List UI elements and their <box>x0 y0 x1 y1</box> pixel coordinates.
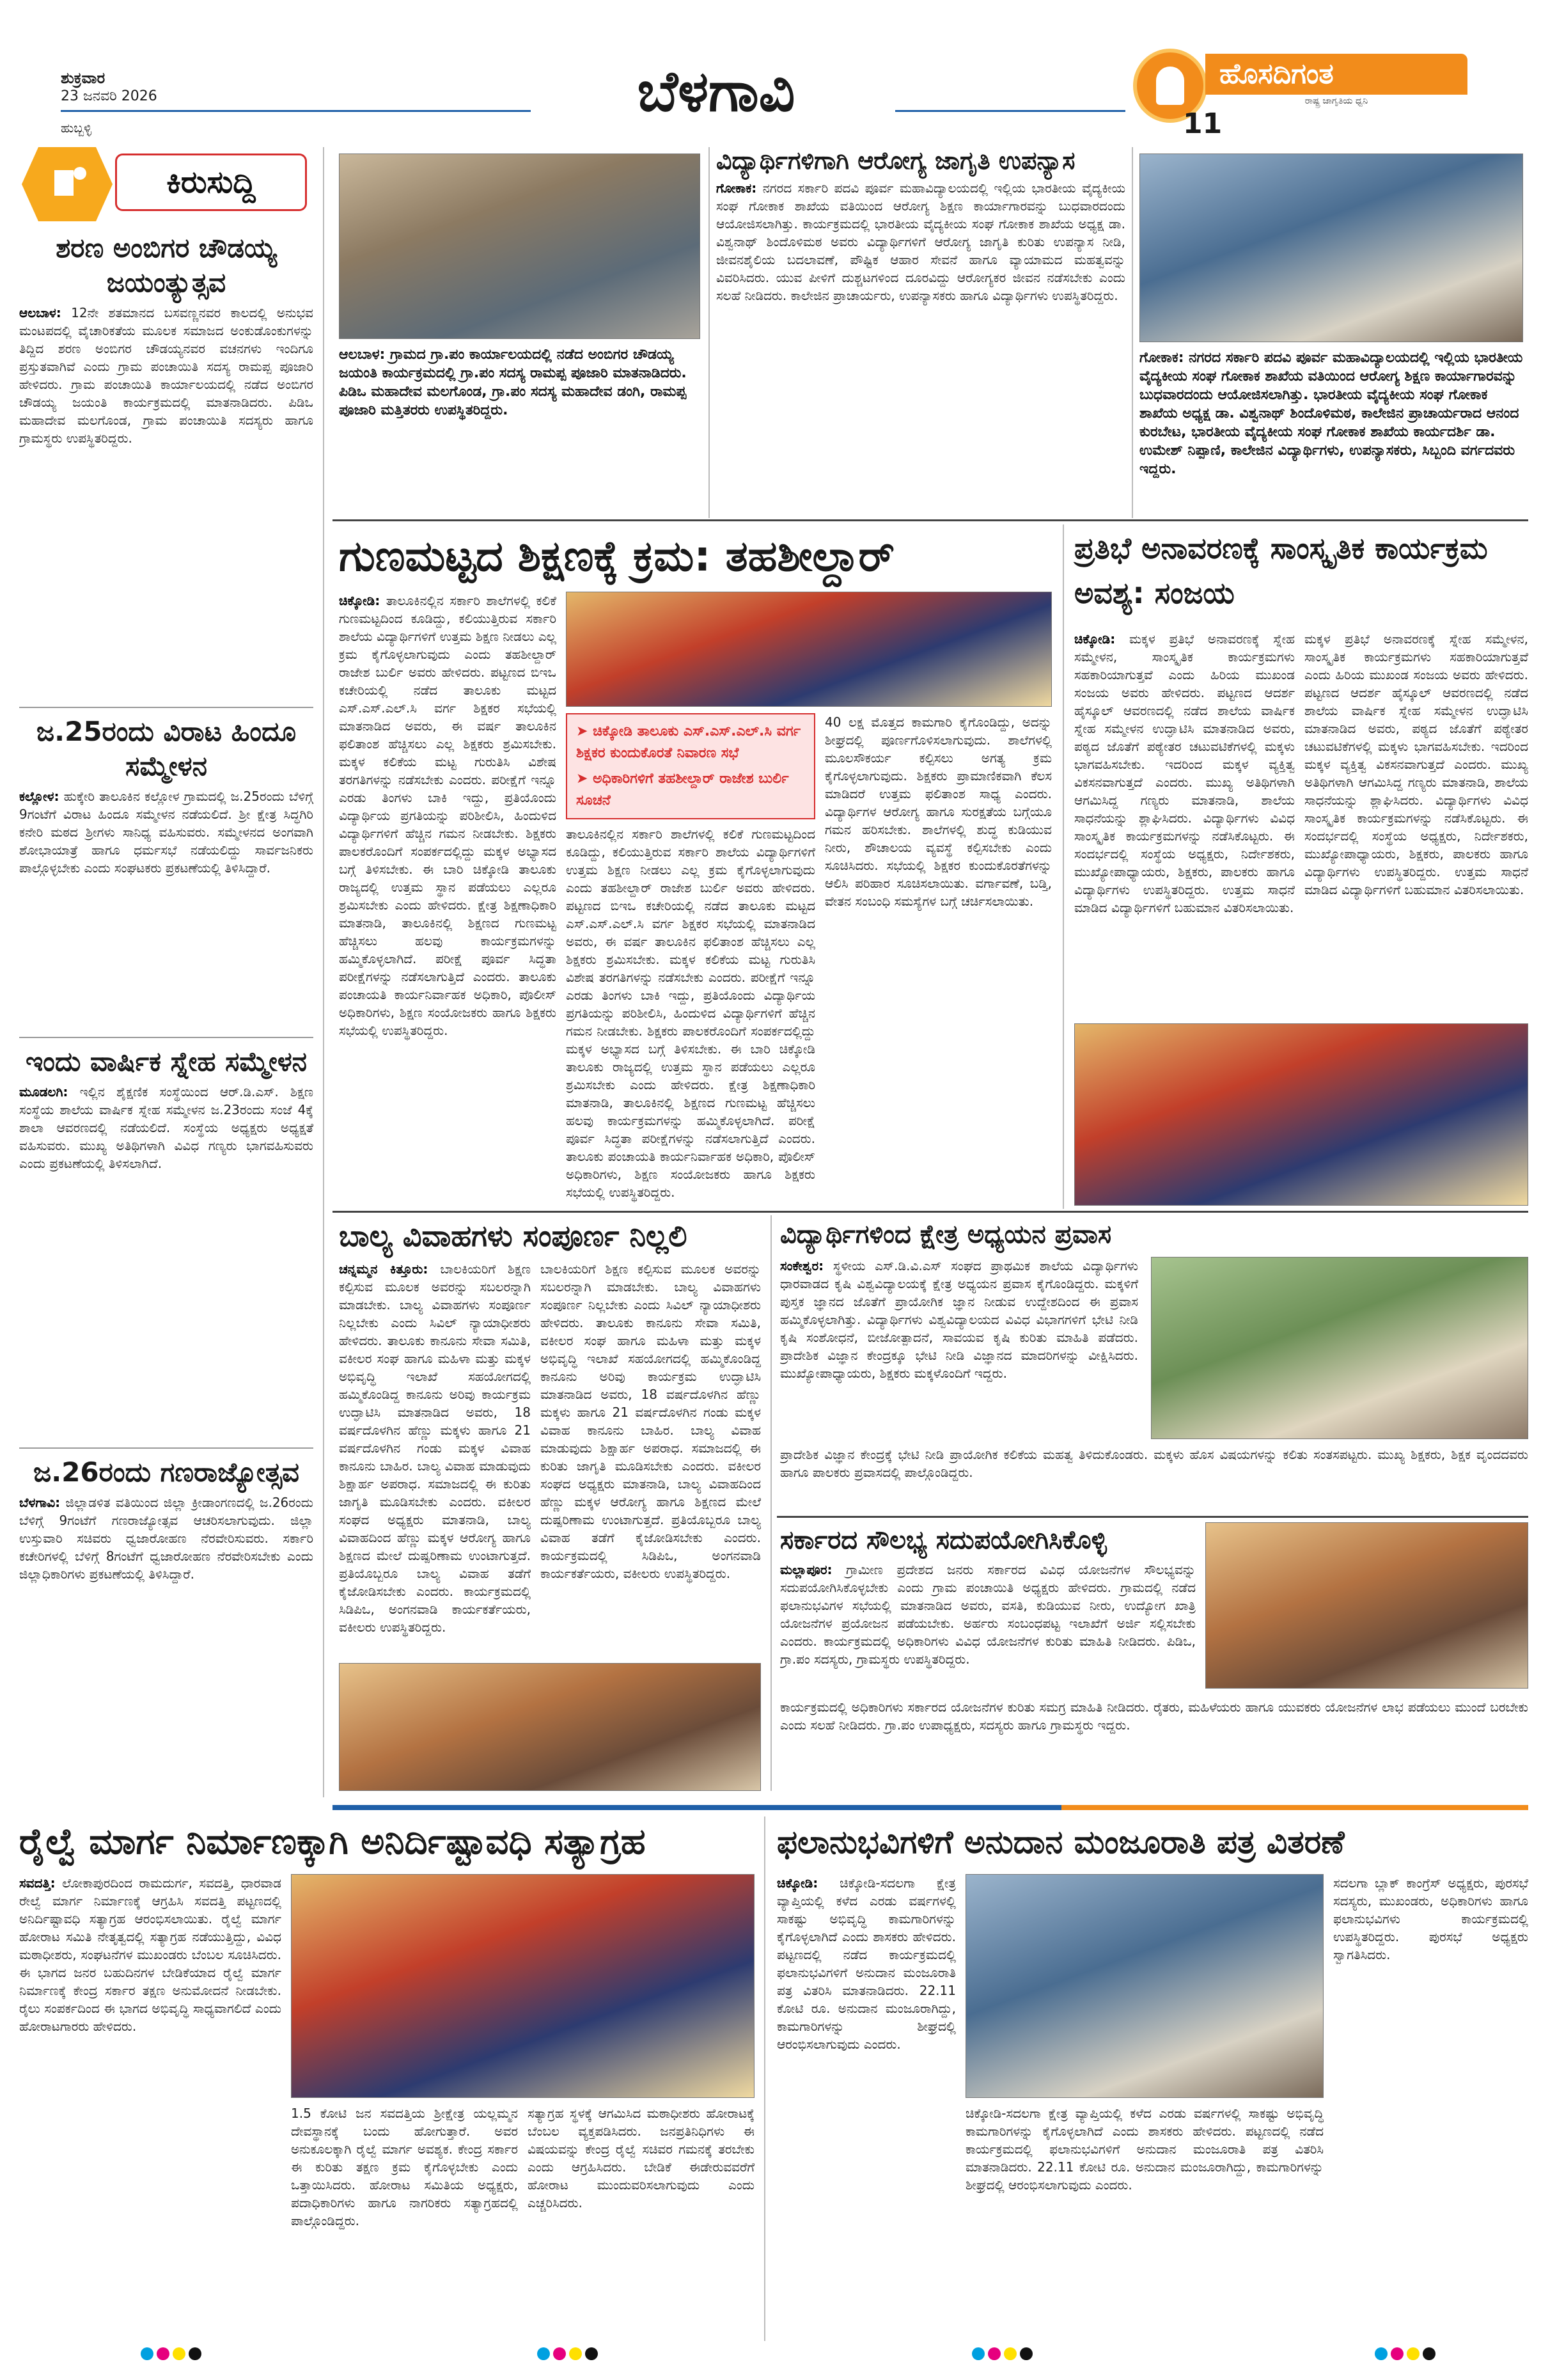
edition-city: ಹುಬ್ಬಳ್ಳಿ <box>61 120 92 136</box>
column-divider <box>323 147 324 1797</box>
color-registration-mark <box>537 2347 614 2367</box>
rail-photo <box>291 1874 755 2098</box>
brief-text: 12ನೇ ಶತಮಾನದ ಬಸವಣ್ಣನವರ ಕಾಲದಲ್ಲಿ ಅನುಭವ ಮಂಟಪದಲ್ಲಿ ವೈಚಾರಿಕತೆಯ ಮೂಲಕ ಸಮಾಜದ ಅಂಕುಡೊಂಕುಗಳನ್ನು ತಿದ್ದಿದ ಶರಣ ಅಂಬಿಗರ ಚೌಡಯ್ಯನವರ ವಚನಗಳು ಇಂದಿಗೂ ಪ್ರಸ್ತುತವಾಗಿವೆ ಎಂದು ಗ್ರಾಮ ಪಂಚಾಯಿತಿ ಸದಸ್ಯ ರಾಮಪ್ಪ ಪೂಜಾರಿ ಹೇಳಿದರು. ಗ್ರಾಮ ಪಂಚಾಯಿತಿ ಕಾರ್ಯಾಲಯದಲ್ಲಿ ನಡೆದ ಅಂಬಿಗರ ಚೌಡಯ್ಯ ಜಯಂತಿ ಕಾರ್ಯಕ್ರಮದಲ್ಲಿ ಮಾತನಾಡಿದರು. ಪಿಡಿಒ ಮಹಾದೇವ ಮಲಗೊಂಡ, ಗ್ರಾಮ ಪಂಚಾಯಿತಿ ಸದಸ್ಯರು ಹಾಗೂ ಗ್ರಾಮಸ್ಥರು ಉಪಸ್ಥಿತರಿದ್ದರು. <box>19 305 313 446</box>
brief-divider <box>19 1037 313 1038</box>
brief-item <box>19 1044 313 1441</box>
govt-schemes-text: ಗ್ರಾಮೀಣ ಪ್ರದೇಶದ ಜನರು ಸರ್ಕಾರದ ವಿವಿಧ ಯೋಜನೆಗಳ ಸೌಲಭ್ಯವನ್ನು ಸದುಪಯೋಗಿಸಿಕೊಳ್ಳಬೇಕು ಎಂದು ಗ್ರಾಮ ಪಂಚಾಯಿತಿ ಅಧ್ಯಕ್ಷರು ಹೇಳಿದರು. ಗ್ರಾಮದಲ್ಲಿ ನಡೆದ ಫಲಾನುಭವಿಗಳ ಸಭೆಯಲ್ಲಿ ಮಾತನಾಡಿದ ಅವರು, ವಸತಿ, ಕುಡಿಯುವ ನೀರು, ಉದ್ಯೋಗ ಖಾತ್ರಿ ಯೋಜನೆಗಳ ಪ್ರಯೋಜನ ಪಡೆಯಬೇಕು. ಅರ್ಹರು ಸಂಬಂಧಪಟ್ಟ ಇಲಾಖೆಗೆ ಅರ್ಜಿ ಸಲ್ಲಿಸಬೇಕು ಎಂದರು. ಕಾರ್ಯಕ್ರಮದಲ್ಲಿ ಅಧಿಕಾರಿಗಳು ವಿವಿಧ ಯೋಜನೆಗಳ ಕುರಿತು ಮಾಹಿತಿ ನೀಡಿದರು. ಪಿಡಿಒ, ಗ್ರಾ.ಪಂ ಸದಸ್ಯರು, ಗ್ರಾಮಸ್ಥರು ಉಪಸ್ಥಿತರಿದ್ದರು. <box>780 1562 1196 1667</box>
child-marriage-text: ಬಾಲಕಿಯರಿಗೆ ಶಿಕ್ಷಣ ಕಲ್ಪಿಸುವ ಮೂಲಕ ಅವರನ್ನು ಸಬಲರನ್ನಾಗಿ ಮಾಡಬೇಕು. ಬಾಲ್ಯ ವಿವಾಹಗಳು ಸಂಪೂರ್ಣ ನಿಲ್ಲಬೇಕು ಎಂದು ಸಿವಿಲ್ ನ್ಯಾಯಾಧೀಶರು ಹೇಳಿದರು. ತಾಲೂಕು ಕಾನೂನು ಸೇವಾ ಸಮಿತಿ, ವಕೀಲರ ಸಂಘ ಹಾಗೂ ಮಹಿಳಾ ಮತ್ತು ಮಕ್ಕಳ ಅಭಿವೃದ್ಧಿ ಇಲಾಖೆ ಸಹಯೋಗದಲ್ಲಿ ಹಮ್ಮಿಕೊಂಡಿದ್ದ ಕಾನೂನು ಅರಿವು ಕಾರ್ಯಕ್ರಮ ಉದ್ಘಾಟಿಸಿ ಮಾತನಾಡಿದ ಅವರು, 18 ವರ್ಷದೊಳಗಿನ ಹೆಣ್ಣು ಮಕ್ಕಳು ಹಾಗೂ 21 ವರ್ಷದೊಳಗಿನ ಗಂಡು ಮಕ್ಕಳ ವಿವಾಹ ಕಾನೂನು ಬಾಹಿರ. ಬಾಲ್ಯ ವಿವಾಹ ಮಾಡುವುದು ಶಿಕ್ಷಾರ್ಹ ಅಪರಾಧ. ಸಮಾಜದಲ್ಲಿ ಈ ಕುರಿತು ಜಾಗೃತಿ ಮೂಡಿಸಬೇಕು ಎಂದರು. ವಕೀಲರ ಸಂಘದ ಅಧ್ಯಕ್ಷರು ಮಾತನಾಡಿ, ಬಾಲ್ಯ ವಿವಾಹದಿಂದ ಹೆಣ್ಣು ಮಕ್ಕಳ ಆರೋಗ್ಯ ಹಾಗೂ ಶಿಕ್ಷಣದ ಮೇಲೆ ದುಷ್ಪರಿಣಾಮ ಉಂಟಾಗುತ್ತದೆ. ಪ್ರತಿಯೊಬ್ಬರೂ ಬಾಲ್ಯ ವಿವಾಹ ತಡೆಗೆ ಕೈಜೋಡಿಸಬೇಕು ಎಂದರು. ಕಾರ್ಯಕ್ರಮದಲ್ಲಿ ಸಿಡಿಪಿಒ, ಅಂಗನವಾಡಿ ಕಾರ್ಯಕರ್ತೆಯರು, ವಕೀಲರು ಉಪಸ್ಥಿತರಿದ್ದರು. <box>339 1261 531 1635</box>
health-dateline: ಗೋಕಾಕ: <box>716 180 757 196</box>
column-divider <box>1063 524 1064 1209</box>
column-divider <box>1132 147 1133 518</box>
highlight-item: ➤ ಅಧಿಕಾರಿಗಳಿಗೆ ತಹಶೀಲ್ದಾರ್ ರಾಜೇಶ ಬುರ್ಲಿ ಸೂಚನೆ <box>576 771 789 808</box>
brief-item <box>19 1455 313 1852</box>
row-rule <box>332 1211 1528 1213</box>
govt-schemes-body-2: ಕಾರ್ಯಕ್ರಮದಲ್ಲಿ ಅಧಿಕಾರಿಗಳು ಸರ್ಕಾರದ ಯೋಜನೆಗಳ ಕುರಿತು ಸಮಗ್ರ ಮಾಹಿತಿ ನೀಡಿದರು. ರೈತರು, ಮಹಿಳೆಯರು ಹಾಗೂ ಯುವಕರು ಯೋಜನೆಗಳ ಲಾಭ ಪಡೆಯಲು ಮುಂದೆ ಬರಬೇಕು ಎಂದು ಸಲಹೆ ನೀಡಿದರು. ಗ್ರಾ.ಪಂ ಉಪಾಧ್ಯಕ್ಷರು, ಸದಸ್ಯರು ಹಾಗೂ ಗ್ರಾಮಸ್ಥರು ಇದ್ದರು. <box>780 1699 1528 1733</box>
child-marriage-dateline: ಚನ್ನಮ್ಮನ ಕಿತ್ತೂರು: <box>339 1261 428 1277</box>
issue-date: 23 ಜನವರಿ 2026 <box>61 88 157 104</box>
grant-photo <box>966 1874 1324 2098</box>
highlight-item: ➤ ಚಿಕ್ಕೋಡಿ ತಾಲೂಕು ಎಸ್.ಎಸ್.ಎಲ್.ಸಿ ವರ್ಗ ಶಿಕ್ಷಕರ ಕುಂದುಕೊರತೆ ನಿವಾರಣ ಸಭೆ <box>576 723 801 761</box>
masthead-rule-left <box>61 110 531 112</box>
color-registration-mark <box>1375 2347 1451 2367</box>
health-headline: ವಿದ್ಯಾರ್ಥಿಗಳಿಗಾಗಿ ಆರೋಗ್ಯ ಜಾಗೃತಿ ಉಪನ್ಯಾಸ <box>716 146 1076 175</box>
health-body <box>716 179 1125 512</box>
health-text: ನಗರದ ಸರ್ಕಾರಿ ಪದವಿ ಪೂರ್ವ ಮಹಾವಿದ್ಯಾಲಯದಲ್ಲಿ ಇಲ್ಲಿಯ ಭಾರತೀಯ ವೈದ್ಯಕೀಯ ಸಂಘ ಗೋಕಾಕ ಶಾಖೆಯ ವತಿಯಿಂದ ಆರೋಗ್ಯ ಶಿಕ್ಷಣ ಕಾರ್ಯಾಗಾರವನ್ನು ಬುಧವಾರದಂದು ಆಯೋಜಿಸಲಾಗಿತ್ತು. ಕಾರ್ಯಕ್ರಮದಲ್ಲಿ ಭಾರತೀಯ ವೈದ್ಯಕೀಯ ಸಂಘ ಗೋಕಾಕ ಶಾಖೆಯ ಅಧ್ಯಕ್ಷ ಡಾ. ವಿಶ್ವನಾಥ್ ಶಿಂದೊಳಿಮಠ ಅವರು ವಿದ್ಯಾರ್ಥಿಗಳಿಗೆ ಆರೋಗ್ಯ ಜಾಗೃತಿ ಕುರಿತು ಉಪನ್ಯಾಸ ನೀಡಿ, ಜೀವನಶೈಲಿಯ ಬದಲಾವಣೆ, ಪೌಷ್ಟಿಕ ಆಹಾರ ಸೇವನೆ ಹಾಗೂ ವ್ಯಾಯಾಮದ ಮಹತ್ವವನ್ನು ವಿವರಿಸಿದರು. ಯುವ ಪೀಳಿಗೆ ದುಶ್ಚಟಗಳಿಂದ ದೂರವಿದ್ದು ಆರೋಗ್ಯಕರ ಜೀವನ ನಡೆಸಬೇಕು ಎಂದು ಸಲಹೆ ನೀಡಿದರು. ಕಾಲೇಜಿನ ಪ್ರಾಚಾರ್ಯರು, ಉಪನ್ಯಾಸಕರು ಹಾಗೂ ವಿದ್ಯಾರ್ಥಿಗಳು ಉಪಸ್ಥಿತರಿದ್ದರು. <box>716 180 1125 303</box>
brief-body <box>19 304 313 700</box>
child-marriage-body <box>339 1260 531 1657</box>
brand-name: ಹೊಸದಿಗಂತ <box>1205 54 1467 95</box>
section-bar <box>332 1805 1061 1810</box>
date-block <box>61 69 157 104</box>
grant-dateline: ಚಿಕ್ಕೋಡಿ: <box>777 1875 818 1891</box>
briefs-label: ಕಿರುಸುದ್ದಿ <box>115 154 307 211</box>
field-trip-dateline: ಸಂಕೇಶ್ವರ: <box>780 1258 824 1273</box>
brief-text: ಹುಕ್ಕೇರಿ ತಾಲೂಕಿನ ಕಲ್ಲೋಳ ಗ್ರಾಮದಲ್ಲಿ ಜ.25ರಂದು ಬೆಳಿಗ್ಗೆ 9ಗಂಟೆಗೆ ವಿರಾಟ ಹಿಂದೂ ಸಮ್ಮೇಳನ ನಡೆಯಲಿದೆ. ಶ್ರೀ ಕ್ಷೇತ್ರ ಸಿದ್ಧಗಿರಿ ಕನೇರಿ ಮಠದ ಶ್ರೀಗಳು ಸಾನಿಧ್ಯ ವಹಿಸುವರು. ಸಮ್ಮೇಳನದ ಅಂಗವಾಗಿ ಶೋಭಾಯಾತ್ರೆ ಹಾಗೂ ಧರ್ಮಸಭೆ ನಡೆಯಲಿದ್ದು ಸಾರ್ವಜನಿಕರು ಪಾಲ್ಗೊಳ್ಳಬೇಕು ಎಂದು ಸಂಘಟಕರು ಪ್ರಕಟಣೆಯಲ್ಲಿ ತಿಳಿಸಿದ್ದಾರೆ. <box>19 789 313 876</box>
grant-body <box>777 1874 956 2335</box>
rail-text: ಲೋಕಾಪುರದಿಂದ ರಾಮದುರ್ಗ, ಸವದತ್ತಿ, ಧಾರವಾಡ ರೇಲ್ವೆ ಮಾರ್ಗ ನಿರ್ಮಾಣಕ್ಕೆ ಆಗ್ರಹಿಸಿ ಸವದತ್ತಿ ಪಟ್ಟಣದಲ್ಲಿ ಅನಿರ್ದಿಷ್ಟಾವಧಿ ಸತ್ಯಾಗ್ರಹ ಆರಂಭಿಸಲಾಯಿತು. ರೈಲ್ವೆ ಮಾರ್ಗ ಹೋರಾಟ ಸಮಿತಿ ನೇತೃತ್ವದಲ್ಲಿ ಸತ್ಯಾಗ್ರಹ ನಡೆಯುತ್ತಿದ್ದು, ವಿವಿಧ ಮಠಾಧೀಶರು, ಸಂಘಟನೆಗಳ ಮುಖಂಡರು ಬೆಂಬಲ ಸೂಚಿಸಿದರು. ಈ ಭಾಗದ ಜನರ ಬಹುದಿನಗಳ ಬೇಡಿಕೆಯಾದ ರೈಲ್ವೆ ಮಾರ್ಗ ನಿರ್ಮಾಣಕ್ಕೆ ಕೇಂದ್ರ ಸರ್ಕಾರ ತಕ್ಷಣ ಅನುಮೋದನೆ ನೀಡಬೇಕು. ರೈಲು ಸಂಪರ್ಕದಿಂದ ಈ ಭಾಗದ ಅಭಿವೃದ್ಧಿ ಸಾಧ್ಯವಾಗಲಿದೆ ಎಂದು ಹೋರಾಟಗಾರರು ಹೇಳಿದರು. <box>19 1875 281 2034</box>
section-title: ಬೆಳಗಾವಿ <box>637 58 795 124</box>
row-rule <box>332 519 1528 521</box>
brief-text: ಇಲ್ಲಿನ ಶೈಕ್ಷಣಿಕ ಸಂಸ್ಥೆಯಿಂದ ಆರ್.ಡಿ.ಎಸ್. ಶಿಕ್ಷಣ ಸಂಸ್ಥೆಯ ಶಾಲೆಯ ವಾರ್ಷಿಕ ಸ್ನೇಹ ಸಮ್ಮೇಳನ ಜ.23ರಂದು ಸಂಜೆ 4ಕ್ಕೆ ಶಾಲಾ ಆವರಣದಲ್ಲಿ ನಡೆಯಲಿದೆ. ಸಂಸ್ಥೆಯ ಅಧ್ಯಕ್ಷರು ಅಧ್ಯಕ್ಷತೆ ವಹಿಸುವರು. ಮುಖ್ಯ ಅತಿಥಿಗಳಾಗಿ ವಿವಿಧ ಗಣ್ಯರು ಭಾಗವಹಿಸುವರು ಎಂದು ಪ್ರಕಟಣೆಯಲ್ಲಿ ತಿಳಿಸಲಾಗಿದೆ. <box>19 1084 313 1171</box>
culture-body-col2: ಮಕ್ಕಳ ಪ್ರತಿಭೆ ಅನಾವರಣಕ್ಕೆ ಸ್ನೇಹ ಸಮ್ಮೇಳನ, ಸಾಂಸ್ಕೃತಿಕ ಕಾರ್ಯಕ್ರಮಗಳು ಸಹಕಾರಿಯಾಗುತ್ತವೆ ಎಂದು ಹಿರಿಯ ಮುಖಂಡ ಸಂಜಯ ಅವರು ಹೇಳಿದರು. ಪಟ್ಟಣದ ಆದರ್ಶ ಹೈಸ್ಕೂಲ್ ಆವರಣದಲ್ಲಿ ನಡೆದ ಶಾಲೆಯ ವಾರ್ಷಿಕ ಸ್ನೇಹ ಸಮ್ಮೇಳನ ಉದ್ಘಾಟಿಸಿ ಮಾತನಾಡಿದ ಅವರು, ಪಠ್ಯದ ಜೊತೆಗೆ ಪಠ್ಯೇತರ ಚಟುವಟಿಕೆಗಳಲ್ಲಿ ಮಕ್ಕಳು ಭಾಗವಹಿಸಬೇಕು. ಇದರಿಂದ ಮಕ್ಕಳ ವ್ಯಕ್ತಿತ್ವ ವಿಕಸನವಾಗುತ್ತದೆ ಎಂದರು. ಮುಖ್ಯ ಅತಿಥಿಗಳಾಗಿ ಆಗಮಿಸಿದ್ದ ಗಣ್ಯರು ಮಾತನಾಡಿ, ಶಾಲೆಯ ಸಾಧನೆಯನ್ನು ಶ್ಲಾಘಿಸಿದರು. ವಿದ್ಯಾರ್ಥಿಗಳು ವಿವಿಧ ಸಾಂಸ್ಕೃತಿಕ ಕಾರ್ಯಕ್ರಮಗಳನ್ನು ನಡೆಸಿಕೊಟ್ಟರು. ಈ ಸಂದರ್ಭದಲ್ಲಿ ಸಂಸ್ಥೆಯ ಅಧ್ಯಕ್ಷರು, ನಿರ್ದೇಶಕರು, ಮುಖ್ಯೋಪಾಧ್ಯಾಯರು, ಶಿಕ್ಷಕರು, ಪಾಲಕರು ಹಾಗೂ ವಿದ್ಯಾರ್ಥಿಗಳು ಉಪಸ್ಥಿತರಿದ್ದರು. ಉತ್ತಮ ಸಾಧನೆ ಮಾಡಿದ ವಿದ್ಯಾರ್ಥಿಗಳಿಗೆ ಬಹುಮಾನ ವಿತರಿಸಲಾಯಿತು. <box>1304 631 1528 897</box>
top-photo-caption: ಆಲಬಾಳ: ಗ್ರಾಮದ ಗ್ರಾ.ಪಂ ಕಾರ್ಯಾಲಯದಲ್ಲಿ ನಡೆದ ಅಂಬಿಗರ ಚೌಡಯ್ಯ ಜಯಂತಿ ಕಾರ್ಯಕ್ರಮದಲ್ಲಿ ಗ್ರಾ.ಪಂ ಸದಸ್ಯ ರಾಮಪ್ಪ ಪೂಜಾರಿ ಮಾತನಾಡಿದರು. ಪಿಡಿಒ ಮಹಾದೇವ ಮಲಗೊಂಡ, ಗ್ರಾ.ಪಂ ಸದಸ್ಯ ಮಹಾದೇವ ಡಂಗಿ, ರಾಮಪ್ಪ ಪೂಜಾರಿ ಮತ್ತಿತರರು ಉಪಸ್ಥಿತರಿದ್ದರು. <box>339 347 687 418</box>
brief-dateline: ಕಲ್ಲೋಳ: <box>19 789 59 804</box>
brief-title: ಇಂದು ವಾರ್ಷಿಕ ಸ್ನೇಹ ಸಮ್ಮೇಳನ <box>25 1046 307 1077</box>
culture-text: ಮಕ್ಕಳ ಪ್ರತಿಭೆ ಅನಾವರಣಕ್ಕೆ ಸ್ನೇಹ ಸಮ್ಮೇಳನ, ಸಾಂಸ್ಕೃತಿಕ ಕಾರ್ಯಕ್ರಮಗಳು ಸಹಕಾರಿಯಾಗುತ್ತವೆ ಎಂದು ಹಿರಿಯ ಮುಖಂಡ ಸಂಜಯ ಅವರು ಹೇಳಿದರು. ಪಟ್ಟಣದ ಆದರ್ಶ ಹೈಸ್ಕೂಲ್ ಆವರಣದಲ್ಲಿ ನಡೆದ ಶಾಲೆಯ ವಾರ್ಷಿಕ ಸ್ನೇಹ ಸಮ್ಮೇಳನ ಉದ್ಘಾಟಿಸಿ ಮಾತನಾಡಿದ ಅವರು, ಪಠ್ಯದ ಜೊತೆಗೆ ಪಠ್ಯೇತರ ಚಟುವಟಿಕೆಗಳಲ್ಲಿ ಮಕ್ಕಳು ಭಾಗವಹಿಸಬೇಕು. ಇದರಿಂದ ಮಕ್ಕಳ ವ್ಯಕ್ತಿತ್ವ ವಿಕಸನವಾಗುತ್ತದೆ ಎಂದರು. ಮುಖ್ಯ ಅತಿಥಿಗಳಾಗಿ ಆಗಮಿಸಿದ್ದ ಗಣ್ಯರು ಮಾತನಾಡಿ, ಶಾಲೆಯ ಸಾಧನೆಯನ್ನು ಶ್ಲಾಘಿಸಿದರು. ವಿದ್ಯಾರ್ಥಿಗಳು ವಿವಿಧ ಸಾಂಸ್ಕೃತಿಕ ಕಾರ್ಯಕ್ರಮಗಳನ್ನು ನಡೆಸಿಕೊಟ್ಟರು. ಈ ಸಂದರ್ಭದಲ್ಲಿ ಸಂಸ್ಥೆಯ ಅಧ್ಯಕ್ಷರು, ನಿರ್ದೇಶಕರು, ಮುಖ್ಯೋಪಾಧ್ಯಾಯರು, ಶಿಕ್ಷಕರು, ಪಾಲಕರು ಹಾಗೂ ವಿದ್ಯಾರ್ಥಿಗಳು ಉಪಸ್ಥಿತರಿದ್ದರು. ಉತ್ತಮ ಸಾಧನೆ ಮಾಡಿದ ವಿದ್ಯಾರ್ಥಿಗಳಿಗೆ ಬಹುಮಾನ ವಿತರಿಸಲಾಯಿತು. <box>1074 631 1295 915</box>
culture-photo <box>1074 1023 1528 1206</box>
grant-text: ಚಿಕ್ಕೋಡಿ-ಸದಲಗಾ ಕ್ಷೇತ್ರ ವ್ಯಾಪ್ತಿಯಲ್ಲಿ ಕಳೆದ ಎರಡು ವರ್ಷಗಳಲ್ಲಿ ಸಾಕಷ್ಟು ಅಭಿವೃದ್ಧಿ ಕಾಮಗಾರಿಗಳನ್ನು ಕೈಗೊಳ್ಳಲಾಗಿದೆ ಎಂದು ಶಾಸಕರು ಹೇಳಿದರು. ಪಟ್ಟಣದಲ್ಲಿ ನಡೆದ ಕಾರ್ಯಕ್ರಮದಲ್ಲಿ ಫಲಾನುಭವಿಗಳಿಗೆ ಅನುದಾನ ಮಂಜೂರಾತಿ ಪತ್ರ ವಿತರಿಸಿ ಮಾತನಾಡಿದರು. 22.11 ಕೋಟಿ ರೂ. ಅನುದಾನ ಮಂಜೂರಾಗಿದ್ದು, ಕಾಮಗಾರಿಗಳನ್ನು ಶೀಘ್ರದಲ್ಲಿ ಆರಂಭಿಸಲಾಗುವುದು ಎಂದರು. <box>777 1875 956 2052</box>
field-trip-photo <box>1151 1257 1528 1439</box>
brief-title: ಜ.25ರಂದು ವಿರಾಟ ಹಿಂದೂ ಸಮ್ಮೇಳನ <box>36 716 297 782</box>
brief-body <box>19 787 313 1030</box>
govt-schemes-body <box>780 1561 1196 1695</box>
brief-item <box>19 231 313 700</box>
section-bar <box>1061 1805 1528 1810</box>
lead-text: ತಾಲೂಕಿನಲ್ಲಿನ ಸರ್ಕಾರಿ ಶಾಲೆಗಳಲ್ಲಿ ಕಲಿಕೆ ಗುಣಮಟ್ಟದಿಂದ ಕೂಡಿದ್ದು, ಕಲಿಯುತ್ತಿರುವ ಸರ್ಕಾರಿ ಶಾಲೆಯ ವಿದ್ಯಾರ್ಥಿಗಳಿಗೆ ಉತ್ತಮ ಶಿಕ್ಷಣ ನೀಡಲು ಎಲ್ಲ ಕ್ರಮ ಕೈಗೊಳ್ಳಲಾಗುವುದು ಎಂದು ತಹಶೀಲ್ದಾರ್ ರಾಜೇಶ ಬುರ್ಲಿ ಅವರು ಹೇಳಿದರು. ಪಟ್ಟಣದ ಬಿಇಒ ಕಚೇರಿಯಲ್ಲಿ ನಡೆದ ತಾಲೂಕು ಮಟ್ಟದ ಎಸ್.ಎಸ್.ಎಲ್.ಸಿ ವರ್ಗ ಶಿಕ್ಷಕರ ಸಭೆಯಲ್ಲಿ ಮಾತನಾಡಿದ ಅವರು, ಈ ವರ್ಷ ತಾಲೂಕಿನ ಫಲಿತಾಂಶ ಹೆಚ್ಚಿಸಲು ಎಲ್ಲ ಶಿಕ್ಷಕರು ಶ್ರಮಿಸಬೇಕು. ಮಕ್ಕಳ ಕಲಿಕೆಯ ಮಟ್ಟ ಗುರುತಿಸಿ ವಿಶೇಷ ತರಗತಿಗಳನ್ನು ನಡೆಸಬೇಕು ಎಂದರು. ಪರೀಕ್ಷೆಗೆ ಇನ್ನೂ ಎರಡು ತಿಂಗಳು ಬಾಕಿ ಇದ್ದು, ಪ್ರತಿಯೊಂದು ವಿದ್ಯಾರ್ಥಿಯ ಪ್ರಗತಿಯನ್ನು ಪರಿಶೀಲಿಸಿ, ಹಿಂದುಳಿದ ವಿದ್ಯಾರ್ಥಿಗಳಿಗೆ ಹೆಚ್ಚಿನ ಗಮನ ನೀಡಬೇಕು. ಶಿಕ್ಷಕರು ಪಾಲಕರೊಂದಿಗೆ ಸಂಪರ್ಕದಲ್ಲಿದ್ದು ಮಕ್ಕಳ ಅಭ್ಯಾಸದ ಬಗ್ಗೆ ತಿಳಿಸಬೇಕು. ಈ ಬಾರಿ ಚಿಕ್ಕೋಡಿ ತಾಲೂಕು ರಾಜ್ಯದಲ್ಲಿ ಉತ್ತಮ ಸ್ಥಾನ ಪಡೆಯಲು ಎಲ್ಲರೂ ಶ್ರಮಿಸಬೇಕು ಎಂದು ಹೇಳಿದರು. ಕ್ಷೇತ್ರ ಶಿಕ್ಷಣಾಧಿಕಾರಿ ಮಾತನಾಡಿ, ತಾಲೂಕಿನಲ್ಲಿ ಶಿಕ್ಷಣದ ಗುಣಮಟ್ಟ ಹೆಚ್ಚಿಸಲು ಹಲವು ಕಾರ್ಯಕ್ರಮಗಳನ್ನು ಹಮ್ಮಿಕೊಳ್ಳಲಾಗಿದೆ. ಪರೀಕ್ಷೆ ಪೂರ್ವ ಸಿದ್ಧತಾ ಪರೀಕ್ಷೆಗಳನ್ನು ನಡೆಸಲಾಗುತ್ತಿದೆ ಎಂದರು. ತಾಲೂಕು ಪಂಚಾಯತಿ ಕಾರ್ಯನಿರ್ವಾಹಕ ಅಧಿಕಾರಿ, ಪೊಲೀಸ್ ಅಧಿಕಾರಿಗಳು, ಶಿಕ್ಷಣ ಸಂಯೋಜಕರು ಹಾಗೂ ಶಿಕ್ಷಕರು ಸಭೆಯಲ್ಲಿ ಉಪಸ್ಥಿತರಿದ್ದರು. <box>339 593 556 1038</box>
brief-body <box>19 1493 313 1852</box>
health-photo-caption: ಗೋಕಾಕ: ನಗರದ ಸರ್ಕಾರಿ ಪದವಿ ಪೂರ್ವ ಮಹಾವಿದ್ಯಾಲಯದಲ್ಲಿ ಇಲ್ಲಿಯ ಭಾರತೀಯ ವೈದ್ಯಕೀಯ ಸಂಘ ಗೋಕಾಕ ಶಾಖೆಯ ವತಿಯಿಂದ ಆರೋಗ್ಯ ಶಿಕ್ಷಣ ಕಾರ್ಯಾಗಾರವನ್ನು ಬುಧವಾರದಂದು ಆಯೋಜಿಸಲಾಗಿತ್ತು. ಭಾರತೀಯ ವೈದ್ಯಕೀಯ ಸಂಘ ಗೋಕಾಕ ಶಾಖೆಯ ಅಧ್ಯಕ್ಷ ಡಾ. ವಿಶ್ವನಾಥ್ ಶಿಂದೊಳಿಮಠ, ಕಾಲೇಜಿನ ಪ್ರಾಚಾರ್ಯರಾದ ಆನಂದ ಕುರಬೇಟ, ಭಾರತೀಯ ವೈದ್ಯಕೀಯ ಸಂಘ ಗೋಕಾಕ ಶಾಖೆಯ ಕಾರ್ಯದರ್ಶಿ ಡಾ. ಉಮೇಶ್ ನಿಪ್ಪಾಣಿ, ಕಾಲೇಜಿನ ವಿದ್ಯಾರ್ಥಿಗಳು, ಉಪನ್ಯಾಸಕರು, ಸಿಬ್ಬಂದಿ ವರ್ಗದವರು ಇದ್ದರು. <box>1139 350 1523 477</box>
rail-body <box>19 1874 281 2335</box>
issue-day: ಶುಕ್ರವಾರ <box>61 69 106 87</box>
field-trip-body <box>780 1257 1138 1442</box>
field-trip-body-2: ಪ್ರಾದೇಶಿಕ ವಿಜ್ಞಾನ ಕೇಂದ್ರಕ್ಕೆ ಭೇಟಿ ನೀಡಿ ಪ್ರಾಯೋಗಿಕ ಕಲಿಕೆಯ ಮಹತ್ವ ತಿಳಿದುಕೊಂಡರು. ಮಕ್ಕಳು ಹೊಸ ವಿಷಯಗಳನ್ನು ಕಲಿತು ಸಂತಸಪಟ್ಟರು. ಮುಖ್ಯ ಶಿಕ್ಷಕರು, ಶಿಕ್ಷಕ ವೃಂದದವರು ಹಾಗೂ ಪಾಲಕರು ಪ್ರವಾಸದಲ್ಲಿ ಪಾಲ್ಗೊಂಡಿದ್ದರು. <box>780 1447 1528 1480</box>
lead-body <box>339 592 556 1206</box>
brief-title: ಶರಣ ಅಂಬಿಗರ ಚೌಡಯ್ಯ ಜಯಂತ್ಯುತ್ಸವ <box>56 232 277 298</box>
rail-headline: ರೈಲ್ವೆ ಮಾರ್ಗ ನಿರ್ಮಾಣಕ್ಕಾಗಿ ಅನಿರ್ದಿಷ್ಟಾವಧಿ ಸತ್ಯಾಗ್ರಹ <box>19 1821 646 1863</box>
culture-body <box>1074 630 1295 1014</box>
grant-body-col2: ಚಿಕ್ಕೋಡಿ-ಸದಲಗಾ ಕ್ಷೇತ್ರ ವ್ಯಾಪ್ತಿಯಲ್ಲಿ ಕಳೆದ ಎರಡು ವರ್ಷಗಳಲ್ಲಿ ಸಾಕಷ್ಟು ಅಭಿವೃದ್ಧಿ ಕಾಮಗಾರಿಗಳನ್ನು ಕೈಗೊಳ್ಳಲಾಗಿದೆ ಎಂದು ಶಾಸಕರು ಹೇಳಿದರು. ಪಟ್ಟಣದಲ್ಲಿ ನಡೆದ ಕಾರ್ಯಕ್ರಮದಲ್ಲಿ ಫಲಾನುಭವಿಗಳಿಗೆ ಅನುದಾನ ಮಂಜೂರಾತಿ ಪತ್ರ ವಿತರಿಸಿ ಮಾತನಾಡಿದರು. 22.11 ಕೋಟಿ ರೂ. ಅನುದಾನ ಮಂಜೂರಾಗಿದ್ದು, ಕಾಮಗಾರಿಗಳನ್ನು ಶೀಘ್ರದಲ್ಲಿ ಆರಂಭಿಸಲಾಗುವುದು ಎಂದರು. <box>966 2106 1324 2193</box>
child-marriage-headline: ಬಾಲ್ಯ ವಿವಾಹಗಳು ಸಂಪೂರ್ಣ ನಿಲ್ಲಲಿ <box>339 1218 687 1253</box>
govt-schemes-photo <box>1205 1522 1528 1689</box>
highlight-text: ಅಧಿಕಾರಿಗಳಿಗೆ ತಹಶೀಲ್ದಾರ್ ರಾಜೇಶ ಬುರ್ಲಿ ಸೂಚನೆ <box>576 771 789 808</box>
lead-body-col2: ತಾಲೂಕಿನಲ್ಲಿನ ಸರ್ಕಾರಿ ಶಾಲೆಗಳಲ್ಲಿ ಕಲಿಕೆ ಗುಣಮಟ್ಟದಿಂದ ಕೂಡಿದ್ದು, ಕಲಿಯುತ್ತಿರುವ ಸರ್ಕಾರಿ ಶಾಲೆಯ ವಿದ್ಯಾರ್ಥಿಗಳಿಗೆ ಉತ್ತಮ ಶಿಕ್ಷಣ ನೀಡಲು ಎಲ್ಲ ಕ್ರಮ ಕೈಗೊಳ್ಳಲಾಗುವುದು ಎಂದು ತಹಶೀಲ್ದಾರ್ ರಾಜೇಶ ಬುರ್ಲಿ ಅವರು ಹೇಳಿದರು. ಪಟ್ಟಣದ ಬಿಇಒ ಕಚೇರಿಯಲ್ಲಿ ನಡೆದ ತಾಲೂಕು ಮಟ್ಟದ ಎಸ್.ಎಸ್.ಎಲ್.ಸಿ ವರ್ಗ ಶಿಕ್ಷಕರ ಸಭೆಯಲ್ಲಿ ಮಾತನಾಡಿದ ಅವರು, ಈ ವರ್ಷ ತಾಲೂಕಿನ ಫಲಿತಾಂಶ ಹೆಚ್ಚಿಸಲು ಎಲ್ಲ ಶಿಕ್ಷಕರು ಶ್ರಮಿಸಬೇಕು. ಮಕ್ಕಳ ಕಲಿಕೆಯ ಮಟ್ಟ ಗುರುತಿಸಿ ವಿಶೇಷ ತರಗತಿಗಳನ್ನು ನಡೆಸಬೇಕು ಎಂದರು. ಪರೀಕ್ಷೆಗೆ ಇನ್ನೂ ಎರಡು ತಿಂಗಳು ಬಾಕಿ ಇದ್ದು, ಪ್ರತಿಯೊಂದು ವಿದ್ಯಾರ್ಥಿಯ ಪ್ರಗತಿಯನ್ನು ಪರಿಶೀಲಿಸಿ, ಹಿಂದುಳಿದ ವಿದ್ಯಾರ್ಥಿಗಳಿಗೆ ಹೆಚ್ಚಿನ ಗಮನ ನೀಡಬೇಕು. ಶಿಕ್ಷಕರು ಪಾಲಕರೊಂದಿಗೆ ಸಂಪರ್ಕದಲ್ಲಿದ್ದು ಮಕ್ಕಳ ಅಭ್ಯಾಸದ ಬಗ್ಗೆ ತಿಳಿಸಬೇಕು. ಈ ಬಾರಿ ಚಿಕ್ಕೋಡಿ ತಾಲೂಕು ರಾಜ್ಯದಲ್ಲಿ ಉತ್ತಮ ಸ್ಥಾನ ಪಡೆಯಲು ಎಲ್ಲರೂ ಶ್ರಮಿಸಬೇಕು ಎಂದು ಹೇಳಿದರು. ಕ್ಷೇತ್ರ ಶಿಕ್ಷಣಾಧಿಕಾರಿ ಮಾತನಾಡಿ, ತಾಲೂಕಿನಲ್ಲಿ ಶಿಕ್ಷಣದ ಗುಣಮಟ್ಟ ಹೆಚ್ಚಿಸಲು ಹಲವು ಕಾರ್ಯಕ್ರಮಗಳನ್ನು ಹಮ್ಮಿಕೊಳ್ಳಲಾಗಿದೆ. ಪರೀಕ್ಷೆ ಪೂರ್ವ ಸಿದ್ಧತಾ ಪರೀಕ್ಷೆಗಳನ್ನು ನಡೆಸಲಾಗುತ್ತಿದೆ ಎಂದರು. ತಾಲೂಕು ಪಂಚಾಯತಿ ಕಾರ್ಯನಿರ್ವಾಹಕ ಅಧಿಕಾರಿ, ಪೊಲೀಸ್ ಅಧಿಕಾರಿಗಳು, ಶಿಕ್ಷಣ ಸಂಯೋಜಕರು ಹಾಗೂ ಶಿಕ್ಷಕರು ಸಭೆಯಲ್ಲಿ ಉಪಸ್ಥಿತರಿದ್ದರು. <box>566 826 815 1200</box>
column-divider <box>764 1817 765 2341</box>
lead-photo <box>566 592 1052 707</box>
highlight-text: ಚಿಕ್ಕೋಡಿ ತಾಲೂಕು ಎಸ್.ಎಸ್.ಎಲ್.ಸಿ ವರ್ಗ ಶಿಕ್ಷಕರ ಕುಂದುಕೊರತೆ ನಿವಾರಣ ಸಭೆ <box>576 723 801 761</box>
govt-schemes-dateline: ಮಲ್ಲಾಪೂರ: <box>780 1562 833 1577</box>
lead-headline: ಗುಣಮಟ್ಟದ ಶಿಕ್ಷಣಕ್ಕೆ ಕ್ರಮ: ತಹಶೀಲ್ದಾರ್ <box>339 532 895 581</box>
brief-dateline: ಆಲಬಾಳ: <box>19 305 61 320</box>
health-photo <box>1139 154 1523 342</box>
color-registration-mark <box>141 2347 217 2367</box>
grant-body-col3: ಸದಲಗಾ ಬ್ಲಾಕ್ ಕಾಂಗ್ರೆಸ್ ಅಧ್ಯಕ್ಷರು, ಪುರಸಭೆ ಸದಸ್ಯರು, ಮುಖಂಡರು, ಅಧಿಕಾರಿಗಳು ಹಾಗೂ ಫಲಾನುಭವಿಗಳು ಕಾರ್ಯಕ್ರಮದಲ್ಲಿ ಉಪಸ್ಥಿತರಿದ್ದರು. ಪುರಸಭೆ ಅಧ್ಯಕ್ಷರು ಸ್ವಾಗತಿಸಿದರು. <box>1333 1875 1528 1962</box>
rail-body-col2: 1.5 ಕೋಟಿ ಜನ ಸವದತ್ತಿಯ ಶ್ರೀಕ್ಷೇತ್ರ ಯಲ್ಲಮ್ಮನ ದೇವಸ್ಥಾನಕ್ಕೆ ಬಂದು ಹೋಗುತ್ತಾರೆ. ಅವರ ಅನುಕೂಲಕ್ಕಾಗಿ ರೈಲ್ವೆ ಮಾರ್ಗ ಅವಶ್ಯಕ. ಕೇಂದ್ರ ಸರ್ಕಾರ ಈ ಕುರಿತು ತಕ್ಷಣ ಕ್ರಮ ಕೈಗೊಳ್ಳಬೇಕು ಎಂದು ಒತ್ತಾಯಿಸಿದರು. ಹೋರಾಟ ಸಮಿತಿಯ ಅಧ್ಯಕ್ಷರು, ಪದಾಧಿಕಾರಿಗಳು ಹಾಗೂ ನಾಗರಿಕರು ಸತ್ಯಾಗ್ರಹದಲ್ಲಿ ಪಾಲ್ಗೊಂಡಿದ್ದರು. <box>291 2106 518 2228</box>
top-photo-group <box>339 154 700 339</box>
brief-title: ಜ.26ರಂದು ಗಣರಾಜ್ಯೋತ್ಸವ <box>33 1456 299 1488</box>
brand-tagline: ರಾಷ್ಟ್ರ ಜಾಗೃತಿಯ ಧ್ವನಿ <box>1304 96 1368 106</box>
brief-dateline: ಮೂಡಲಗಿ: <box>19 1084 68 1099</box>
child-marriage-photo <box>339 1663 761 1791</box>
govt-schemes-headline: ಸರ್ಕಾರದ ಸೌಲಭ್ಯ ಸದುಪಯೋಗಿಸಿಕೊಳ್ಳಿ <box>780 1525 1107 1555</box>
grant-headline: ಫಲಾನುಭವಿಗಳಿಗೆ ಅನುದಾನ ಮಂಜೂರಾತಿ ಪತ್ರ ವಿತರಣೆ <box>777 1824 1345 1861</box>
brief-text: ಜಿಲ್ಲಾಡಳಿತ ವತಿಯಿಂದ ಜಿಲ್ಲಾ ಕ್ರೀಡಾಂಗಣದಲ್ಲಿ ಜ.26ರಂದು ಬೆಳಿಗ್ಗೆ 9ಗಂಟೆಗೆ ಗಣರಾಜ್ಯೋತ್ಸವ ಆಚರಿಸಲಾಗುವುದು. ಜಿಲ್ಲಾ ಉಸ್ತುವಾರಿ ಸಚಿವರು ಧ್ವಜಾರೋಹಣ ನೆರವೇರಿಸುವರು. ಸರ್ಕಾರಿ ಕಚೇರಿಗಳಲ್ಲಿ ಬೆಳಿಗ್ಗೆ 8ಗಂಟೆಗೆ ಧ್ವಜಾರೋಹಣ ನೆರವೇರಿಸಬೇಕು ಎಂದು ಜಿಲ್ಲಾಧಿಕಾರಿಗಳು ಪ್ರಕಟಣೆಯಲ್ಲಿ ತಿಳಿಸಿದ್ದಾರೆ. <box>19 1495 313 1582</box>
brief-divider <box>19 707 313 708</box>
page-number: 11 <box>1183 107 1223 140</box>
lead-dateline: ಚಿಕ್ಕೋಡಿ: <box>339 593 380 608</box>
culture-headline: ಪ್ರತಿಭೆ ಅನಾವರಣಕ್ಕೆ ಸಾಂಸ್ಕೃತಿಕ ಕಾರ್ಯಕ್ರಮ ಅವಶ್ಯ: ಸಂಜಯ <box>1074 531 1488 610</box>
column-divider <box>708 147 710 518</box>
child-marriage-body-col2: ಬಾಲಕಿಯರಿಗೆ ಶಿಕ್ಷಣ ಕಲ್ಪಿಸುವ ಮೂಲಕ ಅವರನ್ನು ಸಬಲರನ್ನಾಗಿ ಮಾಡಬೇಕು. ಬಾಲ್ಯ ವಿವಾಹಗಳು ಸಂಪೂರ್ಣ ನಿಲ್ಲಬೇಕು ಎಂದು ಸಿವಿಲ್ ನ್ಯಾಯಾಧೀಶರು ಹೇಳಿದರು. ತಾಲೂಕು ಕಾನೂನು ಸೇವಾ ಸಮಿತಿ, ವಕೀಲರ ಸಂಘ ಹಾಗೂ ಮಹಿಳಾ ಮತ್ತು ಮಕ್ಕಳ ಅಭಿವೃದ್ಧಿ ಇಲಾಖೆ ಸಹಯೋಗದಲ್ಲಿ ಹಮ್ಮಿಕೊಂಡಿದ್ದ ಕಾನೂನು ಅರಿವು ಕಾರ್ಯಕ್ರಮ ಉದ್ಘಾಟಿಸಿ ಮಾತನಾಡಿದ ಅವರು, 18 ವರ್ಷದೊಳಗಿನ ಹೆಣ್ಣು ಮಕ್ಕಳು ಹಾಗೂ 21 ವರ್ಷದೊಳಗಿನ ಗಂಡು ಮಕ್ಕಳ ವಿವಾಹ ಕಾನೂನು ಬಾಹಿರ. ಬಾಲ್ಯ ವಿವಾಹ ಮಾಡುವುದು ಶಿಕ್ಷಾರ್ಹ ಅಪರಾಧ. ಸಮಾಜದಲ್ಲಿ ಈ ಕುರಿತು ಜಾಗೃತಿ ಮೂಡಿಸಬೇಕು ಎಂದರು. ವಕೀಲರ ಸಂಘದ ಅಧ್ಯಕ್ಷರು ಮಾತನಾಡಿ, ಬಾಲ್ಯ ವಿವಾಹದಿಂದ ಹೆಣ್ಣು ಮಕ್ಕಳ ಆರೋಗ್ಯ ಹಾಗೂ ಶಿಕ್ಷಣದ ಮೇಲೆ ದುಷ್ಪರಿಣಾಮ ಉಂಟಾಗುತ್ತದೆ. ಪ್ರತಿಯೊಬ್ಬರೂ ಬಾಲ್ಯ ವಿವಾಹ ತಡೆಗೆ ಕೈಜೋಡಿಸಬೇಕು ಎಂದರು. ಕಾರ್ಯಕ್ರಮದಲ್ಲಿ ಸಿಡಿಪಿಒ, ಅಂಗನವಾಡಿ ಕಾರ್ಯಕರ್ತೆಯರು, ವಕೀಲರು ಉಪಸ್ಥಿತರಿದ್ದರು. <box>540 1261 761 1581</box>
brief-body <box>19 1083 313 1441</box>
masthead-rule-right <box>895 110 1125 112</box>
rail-dateline: ಸವದತ್ತಿ: <box>19 1875 56 1891</box>
brief-dateline: ಬೆಳಗಾವಿ: <box>19 1495 61 1510</box>
row-rule <box>777 1516 1528 1518</box>
brief-icon <box>19 145 115 224</box>
lamp-icon <box>1156 67 1184 105</box>
briefs-column <box>19 227 313 1762</box>
field-trip-headline: ವಿದ್ಯಾರ್ಥಿಗಳಿಂದ ಕ್ಷೇತ್ರ ಅಧ್ಯಯನ ಪ್ರವಾಸ <box>780 1220 1112 1249</box>
rail-body-col3: ಸತ್ಯಾಗ್ರಹ ಸ್ಥಳಕ್ಕೆ ಆಗಮಿಸಿದ ಮಠಾಧೀಶರು ಹೋರಾಟಕ್ಕೆ ಬೆಂಬಲ ವ್ಯಕ್ತಪಡಿಸಿದರು. ಜನಪ್ರತಿನಿಧಿಗಳು ಈ ವಿಷಯವನ್ನು ಕೇಂದ್ರ ರೈಲ್ವೆ ಸಚಿವರ ಗಮನಕ್ಕೆ ತರಬೇಕು ಎಂದು ಆಗ್ರಹಿಸಿದರು. ಬೇಡಿಕೆ ಈಡೇರುವವರೆಗೆ ಹೋರಾಟ ಮುಂದುವರಿಸಲಾಗುವುದು ಎಂದು ಎಚ್ಚರಿಸಿದರು. <box>528 2106 755 2211</box>
culture-dateline: ಚಿಕ್ಕೋಡಿ: <box>1074 631 1116 647</box>
brief-item <box>19 714 313 1030</box>
field-trip-text: ಸ್ಥಳೀಯ ಎಸ್.ಡಿ.ವಿ.ಎಸ್ ಸಂಘದ ಪ್ರಾಥಮಿಕ ಶಾಲೆಯ ವಿದ್ಯಾರ್ಥಿಗಳು ಧಾರವಾಡದ ಕೃಷಿ ವಿಶ್ವವಿದ್ಯಾಲಯಕ್ಕೆ ಕ್ಷೇತ್ರ ಅಧ್ಯಯನ ಪ್ರವಾಸ ಕೈಗೊಂಡಿದ್ದರು. ಮಕ್ಕಳಿಗೆ ಪುಸ್ತಕ ಜ್ಞಾನದ ಜೊತೆಗೆ ಪ್ರಾಯೋಗಿಕ ಜ್ಞಾನ ನೀಡುವ ಉದ್ದೇಶದಿಂದ ಈ ಪ್ರವಾಸ ಹಮ್ಮಿಕೊಳ್ಳಲಾಗಿತ್ತು. ವಿದ್ಯಾರ್ಥಿಗಳು ವಿಶ್ವವಿದ್ಯಾಲಯದ ವಿವಿಧ ವಿಭಾಗಗಳಿಗೆ ಭೇಟಿ ನೀಡಿ ಕೃಷಿ ಸಂಶೋಧನೆ, ಬೀಜೋತ್ಪಾದನೆ, ಸಾವಯವ ಕೃಷಿ ಕುರಿತು ಮಾಹಿತಿ ಪಡೆದರು. ಪ್ರಾದೇಶಿಕ ವಿಜ್ಞಾನ ಕೇಂದ್ರಕ್ಕೂ ಭೇಟಿ ನೀಡಿ ವಿಜ್ಞಾನದ ಮಾದರಿಗಳನ್ನು ವೀಕ್ಷಿಸಿದರು. ಮುಖ್ಯೋಪಾಧ್ಯಾಯರು, ಶಿಕ್ಷಕರು ಮಕ್ಕಳೊಂದಿಗೆ ಇದ್ದರು. <box>780 1258 1138 1381</box>
brief-divider <box>19 1447 313 1449</box>
lead-highlights <box>566 713 815 819</box>
color-registration-mark <box>972 2347 1049 2367</box>
column-divider <box>770 1215 772 1791</box>
lead-body-col3: 40 ಲಕ್ಷ ಮೊತ್ತದ ಕಾಮಗಾರಿ ಕೈಗೊಂಡಿದ್ದು, ಅದನ್ನು ಶೀಘ್ರದಲ್ಲಿ ಪೂರ್ಣಗೊಳಿಸಲಾಗುವುದು. ಶಾಲೆಗಳಲ್ಲಿ ಮೂಲಸೌಕರ್ಯ ಕಲ್ಪಿಸಲು ಅಗತ್ಯ ಕ್ರಮ ಕೈಗೊಳ್ಳಲಾಗುವುದು. ಶಿಕ್ಷಕರು ಪ್ರಾಮಾಣಿಕವಾಗಿ ಕೆಲಸ ಮಾಡಿದರೆ ಉತ್ತಮ ಫಲಿತಾಂಶ ಸಾಧ್ಯ ಎಂದರು. ವಿದ್ಯಾರ್ಥಿಗಳ ಆರೋಗ್ಯ ಹಾಗೂ ಸುರಕ್ಷತೆಯ ಬಗ್ಗೆಯೂ ಗಮನ ಹರಿಸಬೇಕು. ಶಾಲೆಗಳಲ್ಲಿ ಶುದ್ಧ ಕುಡಿಯುವ ನೀರು, ಶೌಚಾಲಯ ವ್ಯವಸ್ಥೆ ಕಲ್ಪಿಸಬೇಕು ಎಂದು ಸೂಚಿಸಿದರು. ಸಭೆಯಲ್ಲಿ ಶಿಕ್ಷಕರ ಕುಂದುಕೊರತೆಗಳನ್ನು ಆಲಿಸಿ ಪರಿಹಾರ ಸೂಚಿಸಲಾಯಿತು. ವರ್ಗಾವಣೆ, ಬಡ್ತಿ, ವೇತನ ಸಂಬಂಧಿ ಸಮಸ್ಯೆಗಳ ಬಗ್ಗೆ ಚರ್ಚಿಸಲಾಯಿತು. <box>825 714 1052 909</box>
